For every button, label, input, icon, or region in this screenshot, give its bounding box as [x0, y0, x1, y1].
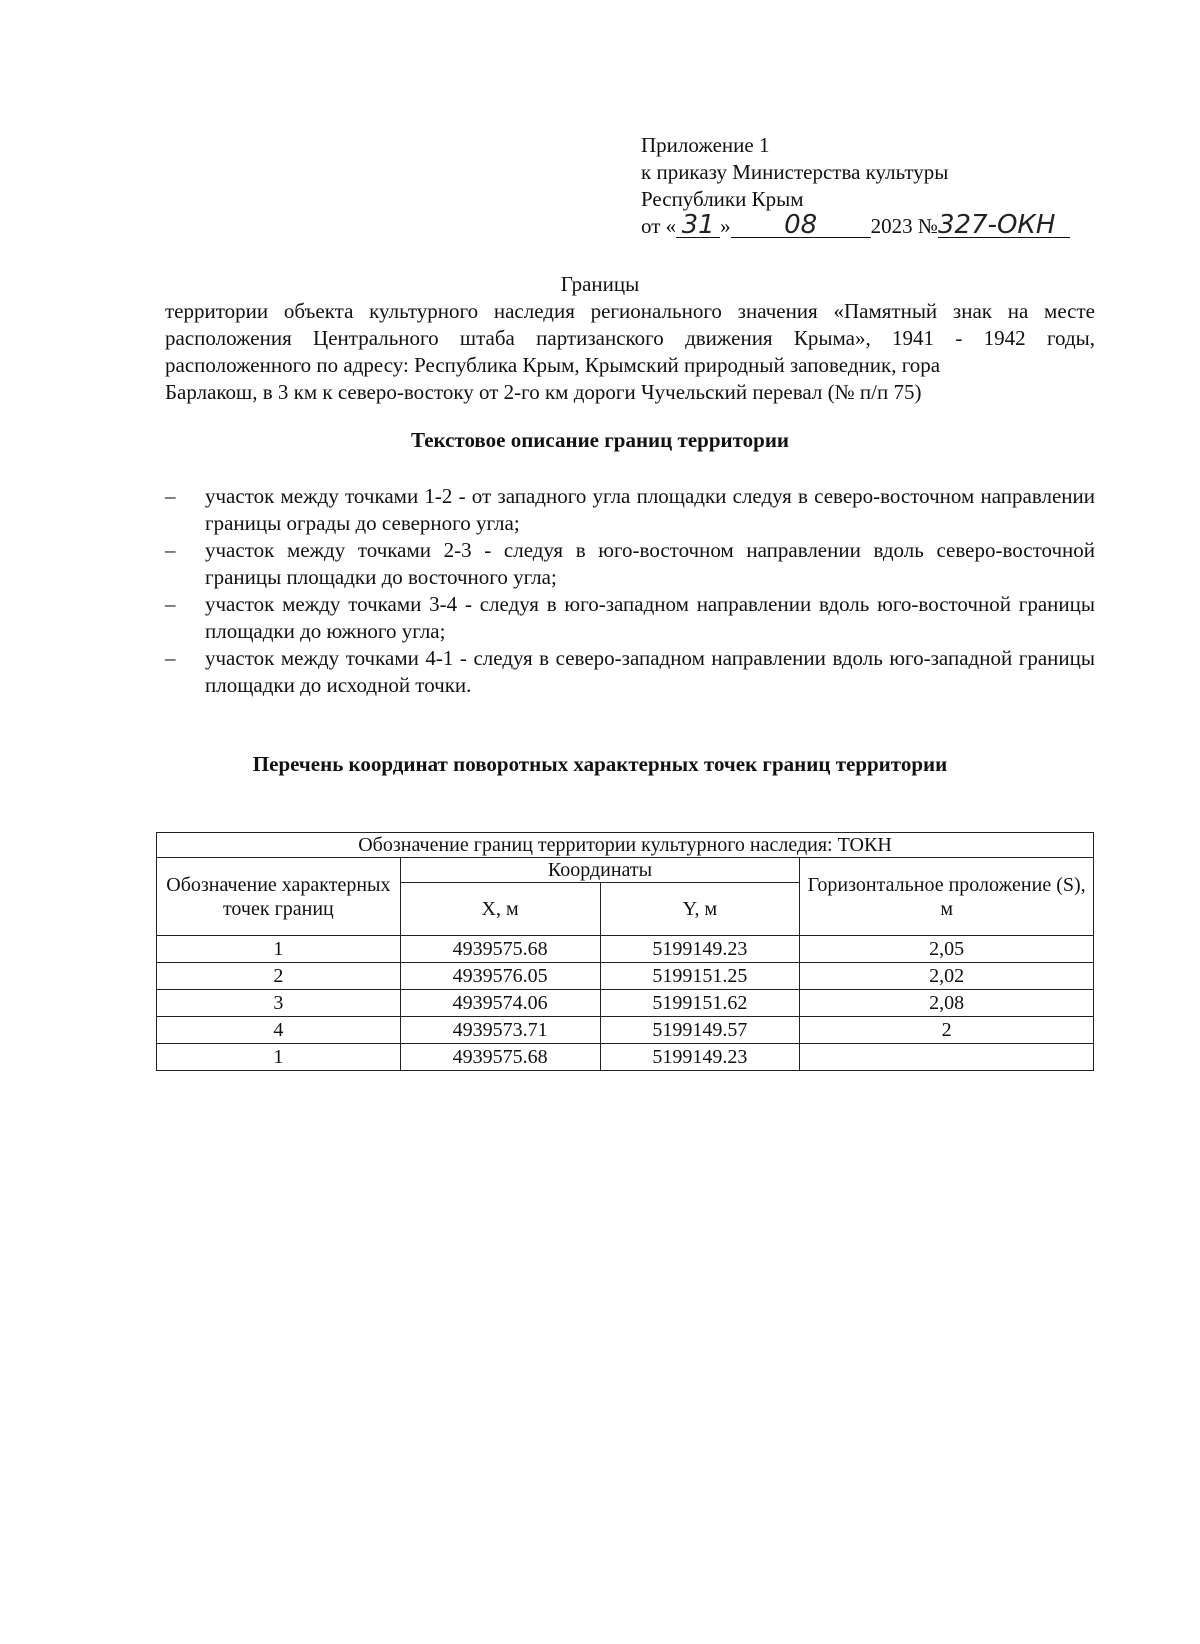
order-number-handwritten: 327-ОКН: [937, 210, 1056, 240]
header-y: Y, м: [600, 883, 800, 936]
cell-point: 1: [157, 1044, 401, 1071]
section-heading-coordinates: Перечень координат поворотных характерных точек границ территории: [252, 752, 948, 776]
header-point-designation: Обозначение характерных точек границ: [157, 858, 401, 936]
date-day-field: [676, 210, 720, 240]
cell-point: 1: [157, 936, 401, 963]
boundary-segments-list: [165, 483, 1095, 699]
table-caption-row: [157, 833, 1094, 858]
dash-marker: –: [165, 592, 176, 616]
cell-s: 2,08: [800, 990, 1094, 1017]
list-item-text: участок между точками 3-4 - следуя в юго-западном направлении вдоль юго-восточной границы площадки до южного угла;: [205, 592, 1095, 643]
cell-s: 2,02: [800, 963, 1094, 990]
order-number-field: [937, 210, 1070, 240]
appendix-header: [641, 132, 1070, 240]
appendix-line-3: Республики Крым: [641, 187, 804, 211]
table-row: [157, 936, 1094, 963]
description-text: территории объекта культурного наследия регионального значения «Памятный знак на месте расположения Центрального штаба партизанского движения Крыма», 1941 - 1942 годы, расположенного по адресу: Республика Крым, Крымский природный заповедник, гора: [165, 299, 1095, 377]
cell-point: 3: [157, 990, 401, 1017]
appendix-date-line: [641, 210, 1070, 240]
cell-point: 4: [157, 1017, 401, 1044]
table-header-row: [157, 858, 1094, 883]
list-item-text: участок между точками 1-2 - от западного угла площадки следуя в северо-восточном направлении границы ограды до северного угла;: [205, 484, 1095, 535]
dash-marker: –: [165, 646, 176, 670]
cell-y: 5199151.62: [600, 990, 800, 1017]
section-heading-text-description: Текстовое описание границ территории: [410, 428, 790, 452]
appendix-line-1: Приложение 1: [641, 133, 770, 157]
date-month-field: [731, 210, 871, 240]
date-mid: »: [720, 214, 731, 238]
table-row: [157, 963, 1094, 990]
cell-point: 2: [157, 963, 401, 990]
cell-x: 4939573.71: [400, 1017, 600, 1044]
table-row: [157, 990, 1094, 1017]
list-item: [165, 483, 1095, 537]
header-coordinates: Координаты: [400, 858, 800, 883]
coordinates-table: [156, 832, 1094, 1071]
dash-marker: –: [165, 538, 176, 562]
cell-y: 5199151.25: [600, 963, 800, 990]
cell-s: 2,05: [800, 936, 1094, 963]
header-x: X, м: [400, 883, 600, 936]
cell-y: 5199149.57: [600, 1017, 800, 1044]
dash-marker: –: [165, 484, 176, 508]
cell-y: 5199149.23: [600, 936, 800, 963]
appendix-line-2: к приказу Министерства культуры: [641, 160, 949, 184]
cell-x: 4939576.05: [400, 963, 600, 990]
list-item: [165, 645, 1095, 699]
list-item-text: участок между точками 2-3 - следуя в юго-восточном направлении вдоль северо-восточной границы площадки до восточного угла;: [205, 538, 1095, 589]
list-item: [165, 591, 1095, 645]
cell-x: 4939575.68: [400, 1044, 600, 1071]
list-item: [165, 537, 1095, 591]
cell-s: 2: [800, 1017, 1094, 1044]
header-horizontal-distance: Горизонтальное проложение (S), м: [800, 858, 1094, 936]
cell-x: 4939574.06: [400, 990, 600, 1017]
document-title: Границы: [560, 272, 640, 296]
date-day-handwritten: 31: [681, 210, 715, 240]
cell-x: 4939575.68: [400, 936, 600, 963]
cell-y: 5199149.23: [600, 1044, 800, 1071]
date-prefix: от «: [641, 214, 677, 238]
table-row: [157, 1044, 1094, 1071]
description-text-last: Барлакош, в 3 км к северо-востоку от 2-го км дороги Чучельский перевал (№ п/п 75): [165, 380, 922, 404]
cell-s: [800, 1044, 1094, 1071]
table-row: [157, 1017, 1094, 1044]
date-month-handwritten: 08: [784, 210, 818, 240]
table-caption: Обозначение границ территории культурного наследия: ТОКН: [157, 833, 1094, 858]
list-item-text: участок между точками 4-1 - следуя в северо-западном направлении вдоль юго-западной границы площадки до исходной точки.: [205, 646, 1095, 697]
date-year: 2023 №: [870, 214, 938, 238]
document-description: [165, 298, 1095, 406]
